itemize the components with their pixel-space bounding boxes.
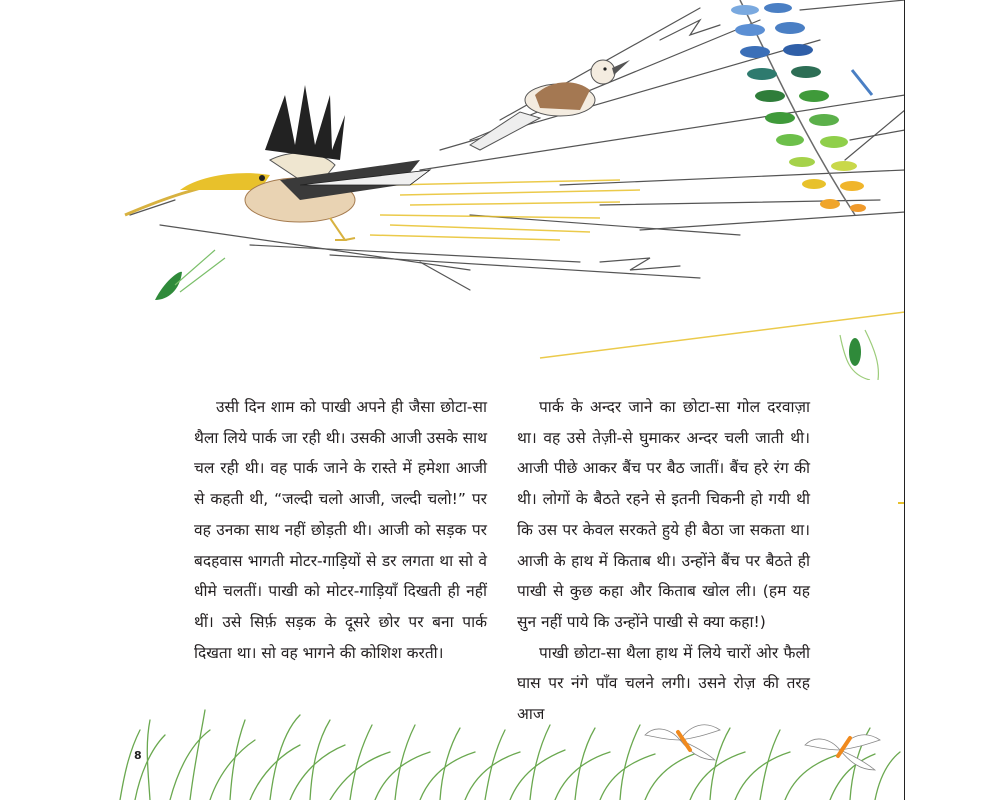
- page-number: 8: [134, 749, 142, 762]
- grass: [120, 710, 900, 800]
- grass-illustration: [0, 690, 905, 800]
- small-brown-bird: [470, 60, 630, 150]
- paragraph: पार्क के अन्दर जाने का छोटा-सा गोल दरवाज़ा था। वह उसे तेज़ी-से घुमाकर अन्दर चली जाती थी। आजी पीछे आकर बैंच पर बैठ जातीं। बैंच हरे रंग की थी। लोगों के बैठते रहने से इतनी चिकनी हो गयी थी कि उस पर केवल सरकते हुये ही बैठा जा सकता था। आजी के हाथ में किताब थी। उन्होंने बैंच पर बैठते ही पाखी से कुछ कहा और किताब खोल ली। (हम यह सुन नहीं पाये कि उन्होंने पाखी से क्या कहा!): [517, 398, 810, 631]
- hoopoe-bird: [125, 85, 430, 240]
- text-column-right: [517, 392, 810, 730]
- green-leaf-right: [840, 330, 878, 380]
- paragraph: पाखी छोटा-सा थैला हाथ में लिये चारों ओर फैली घास पर नंगे पाँव चलने लगी। उसने रोज़ की तरह आज: [517, 643, 810, 724]
- bird-illustration: [0, 0, 905, 380]
- text-column-left: [194, 392, 487, 668]
- white-flowers: [645, 725, 880, 770]
- page-edge: [904, 0, 905, 800]
- green-leaf-left: [155, 250, 225, 300]
- leafy-branch: [731, 0, 872, 215]
- paragraph: उसी दिन शाम को पाखी अपने ही जैसा छोटा-सा थैला लिये पार्क जा रही थी। उसकी आजी उसके साथ चल रही थी। वह पार्क जाने के रास्ते में हमेशा आजी से कहती थी, “जल्दी चलो आजी, जल्दी चलो!” पर वह उनका साथ नहीं छोड़ती थी। आजी को सड़क पर बदहवास भागती मोटर-गाड़ियों से डर लगता था सो वे धीमे चलतीं। पाखी को मोटर-गाड़ियाँ दिखती ही नहीं थीं। उसे सिर्फ़ सड़क के दूसरे छोर पर बना पार्क दिखता था। सो वह भागने की कोशिश करती।: [194, 398, 487, 662]
